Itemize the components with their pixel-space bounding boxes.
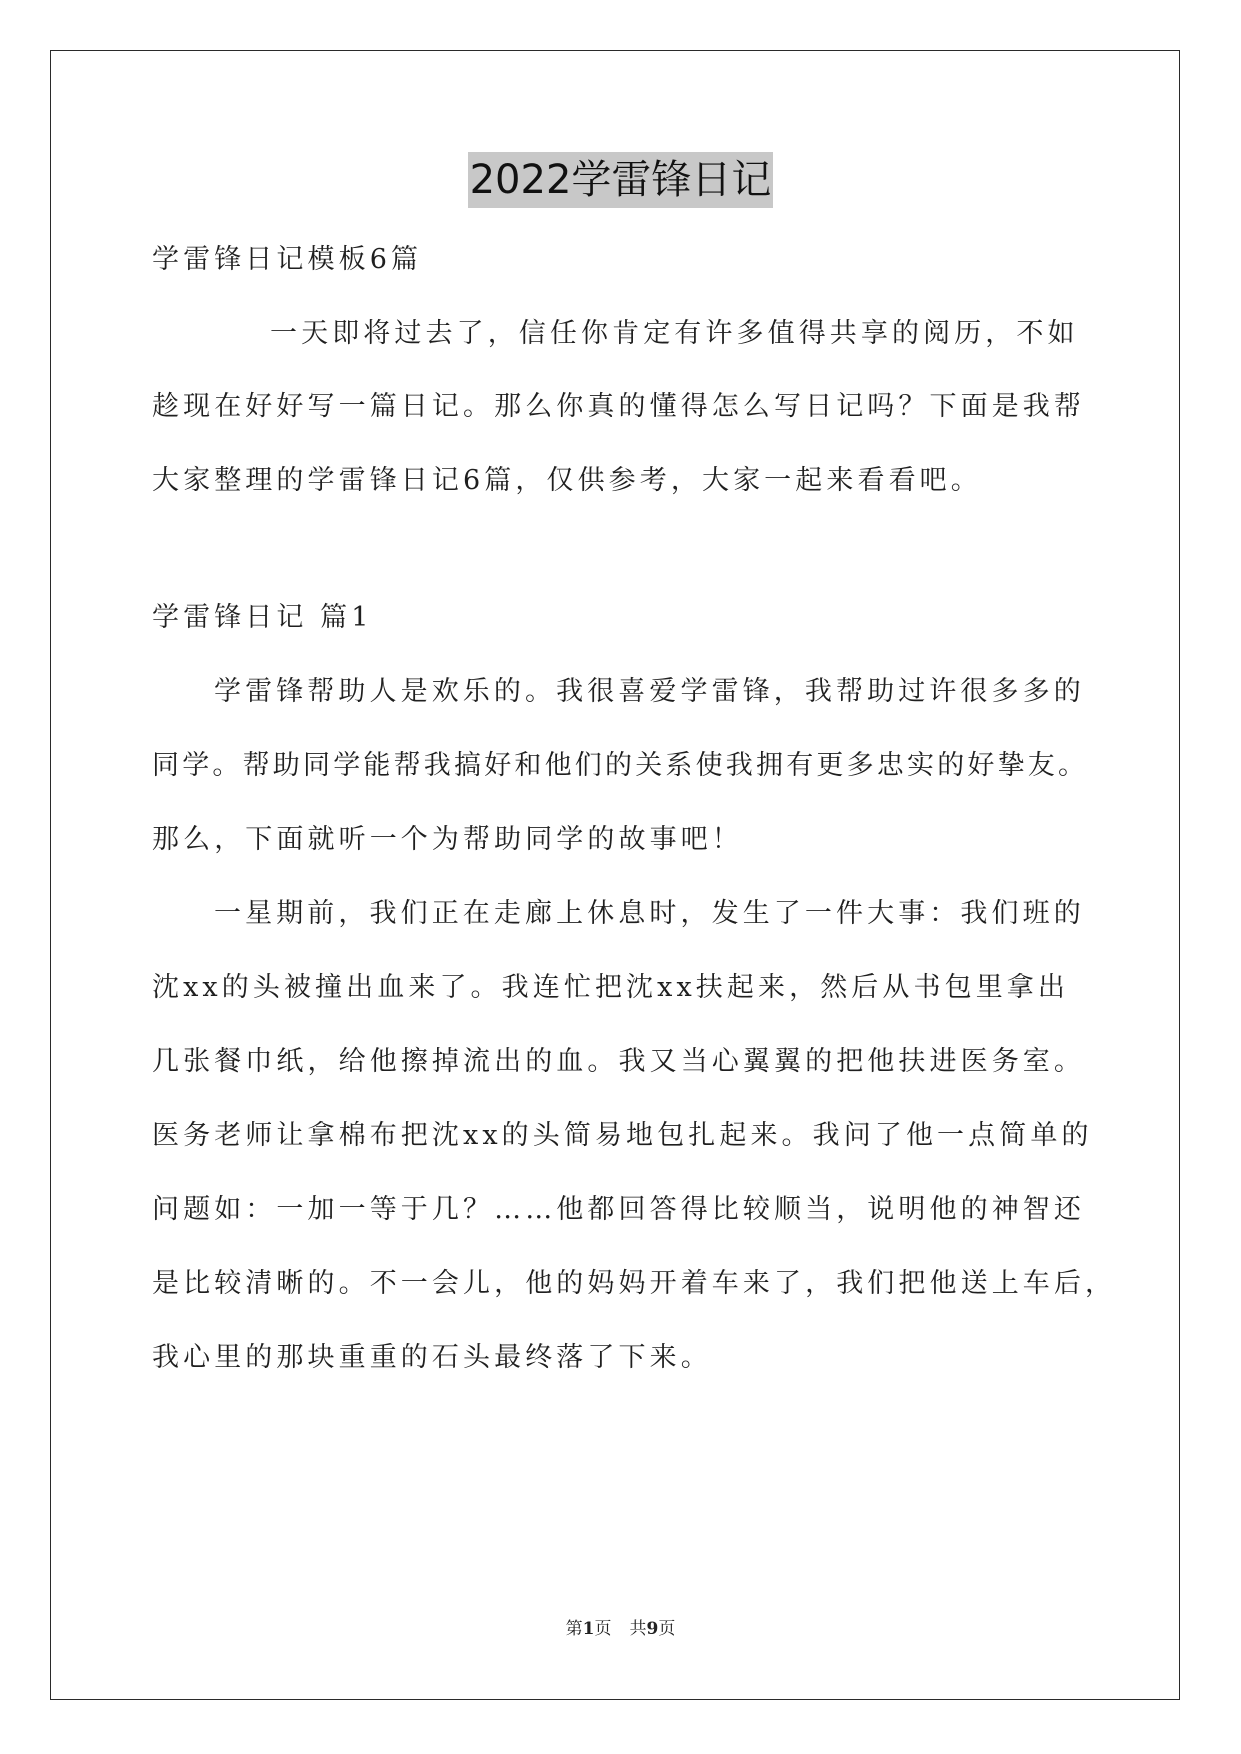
body-line-2: 同学。帮助同学能帮我搞好和他们的关系使我拥有更多忠实的好挚友。 xyxy=(152,750,1089,781)
title-container xyxy=(0,152,1241,208)
body-line-9: 是比较清晰的。不一会儿，他的妈妈开着车来了，我们把他送上车后， xyxy=(152,1268,1117,1299)
footer-total-prefix: 共 xyxy=(629,1619,647,1639)
footer-page-prefix: 第 xyxy=(565,1619,583,1639)
intro-line-1: 一天即将过去了，信任你肯定有许多值得共享的阅历，不如 xyxy=(270,318,1079,349)
section-heading: 学雷锋日记 篇1 xyxy=(152,602,373,633)
footer-page-number: 1 xyxy=(582,1619,595,1639)
body-line-5: 沈xx的头被撞出血来了。我连忙把沈xx扶起来，然后从书包里拿出 xyxy=(152,972,1070,1003)
footer-total-label: 页 xyxy=(658,1619,676,1639)
page-footer xyxy=(0,1614,1241,1639)
body-line-3: 那么，下面就听一个为帮助同学的故事吧！ xyxy=(152,824,743,855)
body-line-10: 我心里的那块重重的石头最终落了下来。 xyxy=(152,1342,712,1373)
footer-page-label: 页 xyxy=(594,1619,612,1639)
body-line-4: 一星期前，我们正在走廊上休息时，发生了一件大事：我们班的 xyxy=(214,898,1085,929)
intro-line-2: 趁现在好好写一篇日记。那么你真的懂得怎么写日记吗？下面是我帮 xyxy=(152,391,1085,422)
body-line-7: 医务老师让拿棉布把沈xx的头简易地包扎起来。我问了他一点简单的 xyxy=(152,1120,1093,1151)
intro-line-3: 大家整理的学雷锋日记6篇，仅供参考，大家一起来看看吧。 xyxy=(152,465,982,496)
page-border xyxy=(50,50,1180,1700)
footer-total-pages: 9 xyxy=(646,1619,659,1639)
document-title: 2022学雷锋日记 xyxy=(468,152,774,208)
body-line-1: 学雷锋帮助人是欢乐的。我很喜爱学雷锋，我帮助过许很多多的 xyxy=(214,676,1085,707)
body-line-6: 几张餐巾纸，给他擦掉流出的血。我又当心翼翼的把他扶进医务室。 xyxy=(152,1046,1085,1077)
body-line-8: 问题如：一加一等于几？……他都回答得比较顺当，说明他的神智还 xyxy=(152,1194,1085,1225)
subtitle: 学雷锋日记模板6篇 xyxy=(152,244,423,275)
